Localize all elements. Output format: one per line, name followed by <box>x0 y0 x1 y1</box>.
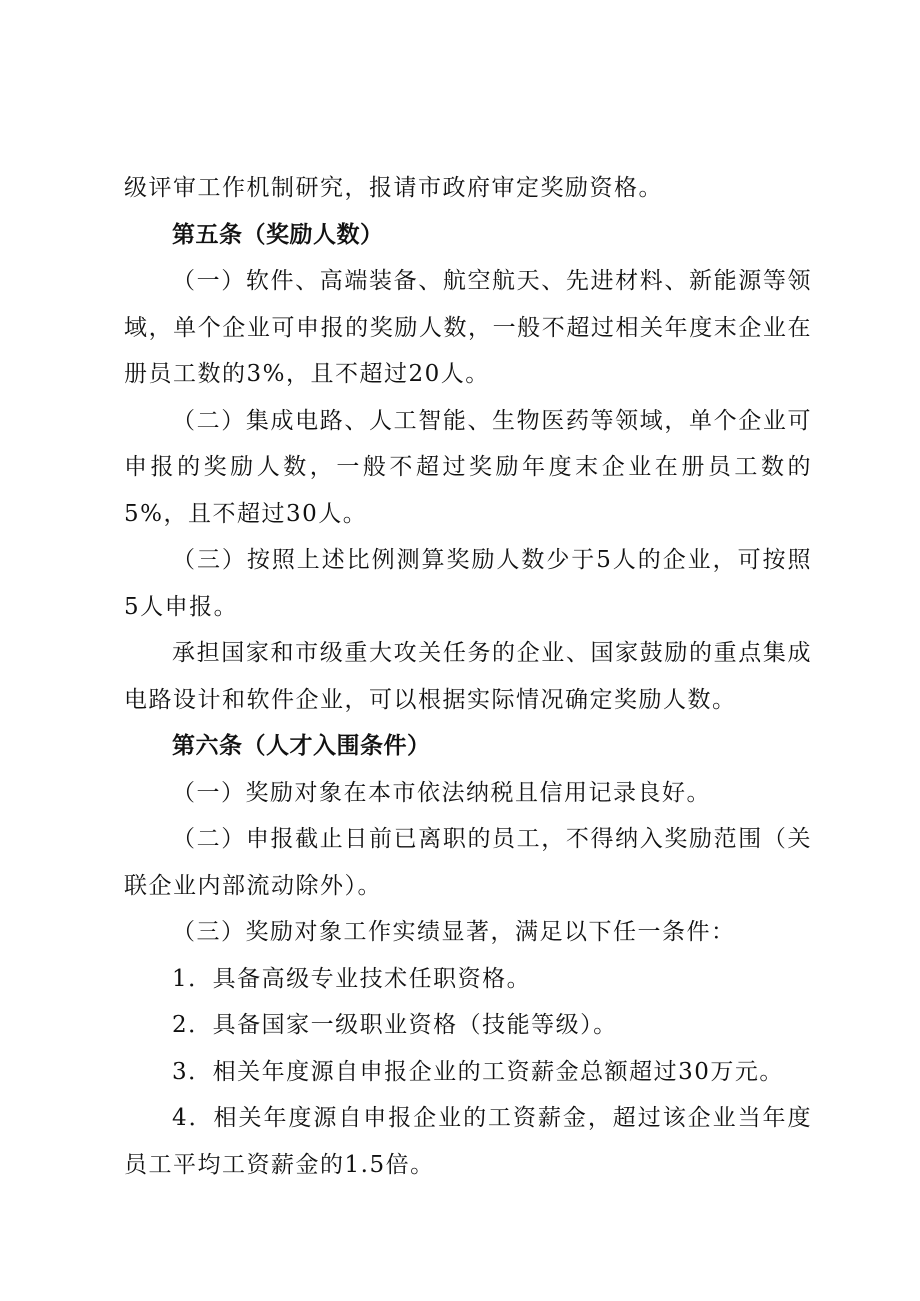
article-6-item-2: （二）申报截止日前已离职的员工，不得纳入奖励范围（关联企业内部流动除外）。 <box>124 826 812 899</box>
article-6-item-3: （三）奖励对象工作实绩显著，满足以下任一条件： <box>172 919 736 945</box>
paragraph-intro: 级评审工作机制研究，报请市政府审定奖励资格。 <box>124 175 663 201</box>
document-body <box>124 165 812 1188</box>
article-5-note: 承担国家和市级重大攻关任务的企业、国家鼓励的重点集成电路设计和软件企业，可以根据实际情况确定奖励人数。 <box>124 640 812 713</box>
condition-1: 1．具备高级专业技术任职资格。 <box>172 965 532 992</box>
article-5-heading: 第五条（奖励人数） <box>172 221 384 248</box>
article-5-item-2: （二）集成电路、人工智能、生物医药等领域，单个企业可申报的奖励人数，一般不超过奖励年度末企业在册员工数的5%，且不超过30人。 <box>124 407 812 527</box>
article-5-item-3: （三）按照上述比例测算奖励人数少于5人的企业，可按照5人申报。 <box>124 547 812 620</box>
condition-4: 4．相关年度源自申报企业的工资薪金，超过该企业当年度员工平均工资薪金的1.5倍。 <box>124 1105 812 1178</box>
article-6-item-1: （一）奖励对象在本市依法纳税且信用记录良好。 <box>172 779 711 806</box>
article-6-heading: 第六条（人才入围条件） <box>172 733 431 759</box>
condition-3: 3．相关年度源自申报企业的工资薪金总额超过30万元。 <box>172 1058 784 1085</box>
article-5-item-1: （一）软件、高端装备、航空航天、先进材料、新能源等领域，单个企业可申报的奖励人数，一般不超过相关年度末企业在册员工数的3%，且不超过20人。 <box>124 268 812 387</box>
condition-2: 2．具备国家一级职业资格（技能等级）。 <box>172 1012 618 1038</box>
